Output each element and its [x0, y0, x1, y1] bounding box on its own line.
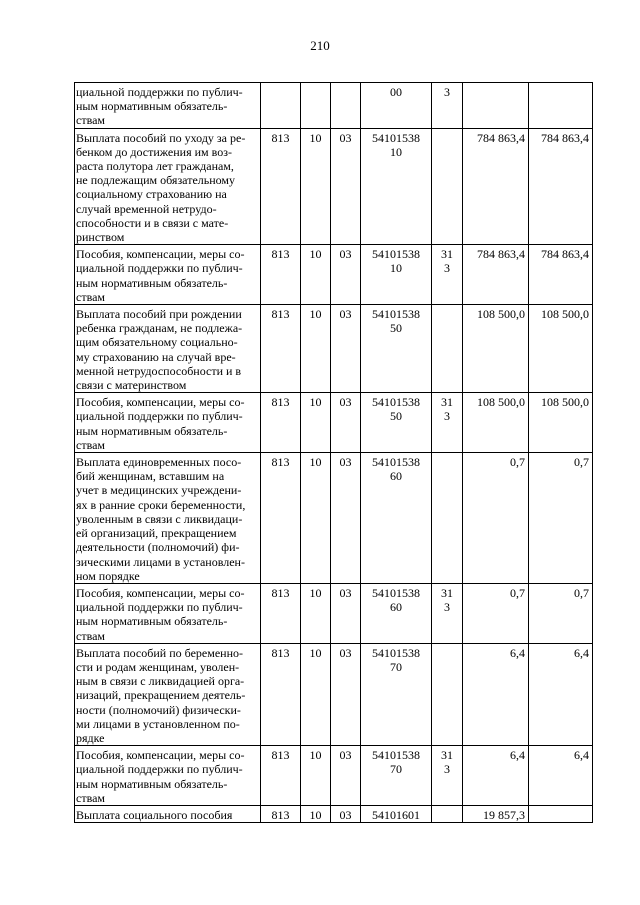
cell-amount-2: 0,7 [529, 453, 593, 584]
cell-department-code: 813 [261, 305, 301, 393]
cell-expense-type-code: 31 3 [432, 245, 463, 305]
table-row [75, 83, 593, 129]
cell-expense-type-code: 3 [432, 83, 463, 129]
cell-name: Пособия, компенсации, меры со- циальной поддержки по публич- ным нормативным обязатель- ствам [75, 583, 261, 643]
cell-amount-1: 784 863,4 [463, 128, 529, 245]
cell-amount-1: 108 500,0 [463, 393, 529, 453]
cell-amount-2: 108 500,0 [529, 393, 593, 453]
cell-department-code: 813 [261, 453, 301, 584]
cell-expense-type-code [432, 128, 463, 245]
cell-target-article-code: 54101538 70 [361, 746, 432, 806]
cell-department-code: 813 [261, 583, 301, 643]
cell-target-article-code: 54101538 10 [361, 245, 432, 305]
cell-expense-type-code: 31 3 [432, 583, 463, 643]
cell-department-code [261, 83, 301, 129]
table-row [75, 583, 593, 643]
cell-expense-type-code [432, 305, 463, 393]
table-row [75, 643, 593, 745]
cell-amount-1: 108 500,0 [463, 305, 529, 393]
cell-name: циальной поддержки по публич- ным нормативным обязатель- ствам [75, 83, 261, 129]
cell-department-code: 813 [261, 746, 301, 806]
cell-target-article-code: 54101601 [361, 805, 432, 822]
cell-expense-type-code [432, 453, 463, 584]
cell-amount-1: 19 857,3 [463, 805, 529, 822]
cell-section-code [301, 83, 331, 129]
cell-section-code: 10 [301, 128, 331, 245]
table-row [75, 128, 593, 245]
table-row [75, 393, 593, 453]
cell-expense-type-code: 31 3 [432, 393, 463, 453]
cell-amount-2: 784 863,4 [529, 245, 593, 305]
budget-table [74, 82, 593, 823]
cell-name: Выплата единовременных посо- бий женщинам, вставшим на учет в медицинских учреждени- ях в ранние сроки беременности, уволенным в связи с ликвидаци- ей организаций, прекращением деятельности (полномочий) фи- зическими лицами в установлен- ном порядке [75, 453, 261, 584]
cell-subsection-code: 03 [331, 245, 361, 305]
cell-name: Выплата социального пособия [75, 805, 261, 822]
cell-target-article-code: 54101538 60 [361, 583, 432, 643]
cell-department-code: 813 [261, 805, 301, 822]
cell-subsection-code: 03 [331, 746, 361, 806]
cell-name: Пособия, компенсации, меры со- циальной поддержки по публич- ным нормативным обязатель- ствам [75, 746, 261, 806]
cell-target-article-code: 54101538 50 [361, 393, 432, 453]
cell-subsection-code: 03 [331, 805, 361, 822]
table-row [75, 805, 593, 822]
cell-name: Выплата пособий при рождении ребенка гражданам, не подлежа- щим обязательному социально- му страхованию на случай вре- менной нетрудоспособности и в связи с материнством [75, 305, 261, 393]
cell-amount-1 [463, 83, 529, 129]
cell-name: Пособия, компенсации, меры со- циальной поддержки по публич- ным нормативным обязатель- ствам [75, 245, 261, 305]
cell-amount-2: 6,4 [529, 643, 593, 745]
cell-department-code: 813 [261, 128, 301, 245]
page-number: 210 [310, 38, 330, 53]
table-row [75, 305, 593, 393]
cell-amount-2: 6,4 [529, 746, 593, 806]
cell-amount-1: 784 863,4 [463, 245, 529, 305]
cell-subsection-code: 03 [331, 393, 361, 453]
cell-amount-1: 0,7 [463, 453, 529, 584]
cell-expense-type-code [432, 643, 463, 745]
cell-target-article-code: 54101538 70 [361, 643, 432, 745]
cell-expense-type-code [432, 805, 463, 822]
cell-target-article-code: 54101538 60 [361, 453, 432, 584]
cell-section-code: 10 [301, 393, 331, 453]
cell-subsection-code: 03 [331, 453, 361, 584]
cell-amount-1: 6,4 [463, 746, 529, 806]
cell-subsection-code: 03 [331, 643, 361, 745]
cell-target-article-code: 54101538 10 [361, 128, 432, 245]
cell-subsection-code [331, 83, 361, 129]
table-row [75, 453, 593, 584]
table-row [75, 245, 593, 305]
cell-amount-2: 784 863,4 [529, 128, 593, 245]
cell-target-article-code: 00 [361, 83, 432, 129]
cell-section-code: 10 [301, 805, 331, 822]
cell-section-code: 10 [301, 245, 331, 305]
cell-name: Выплата пособий по беременно- сти и родам женщинам, уволен- ным в связи с ликвидацией орга- низаций, прекращением деятель- ности (полномочий) физически- ми лицами в установленном по- рядке [75, 643, 261, 745]
cell-subsection-code: 03 [331, 305, 361, 393]
cell-amount-2: 0,7 [529, 583, 593, 643]
cell-amount-1: 0,7 [463, 583, 529, 643]
cell-name: Выплата пособий по уходу за ре- бенком до достижения им воз- раста полутора лет гражданам, не подлежащим обязательному социальному страхованию на случай временной нетрудо- способности и в связи с мате- ринством [75, 128, 261, 245]
cell-expense-type-code: 31 3 [432, 746, 463, 806]
cell-section-code: 10 [301, 583, 331, 643]
cell-amount-2: 108 500,0 [529, 305, 593, 393]
cell-amount-2 [529, 83, 593, 129]
cell-department-code: 813 [261, 393, 301, 453]
cell-section-code: 10 [301, 305, 331, 393]
cell-amount-1: 6,4 [463, 643, 529, 745]
cell-subsection-code: 03 [331, 583, 361, 643]
cell-amount-2 [529, 805, 593, 822]
cell-section-code: 10 [301, 643, 331, 745]
cell-subsection-code: 03 [331, 128, 361, 245]
cell-department-code: 813 [261, 643, 301, 745]
table-row [75, 746, 593, 806]
cell-name: Пособия, компенсации, меры со- циальной поддержки по публич- ным нормативным обязатель- ствам [75, 393, 261, 453]
cell-department-code: 813 [261, 245, 301, 305]
cell-section-code: 10 [301, 746, 331, 806]
cell-target-article-code: 54101538 50 [361, 305, 432, 393]
cell-section-code: 10 [301, 453, 331, 584]
